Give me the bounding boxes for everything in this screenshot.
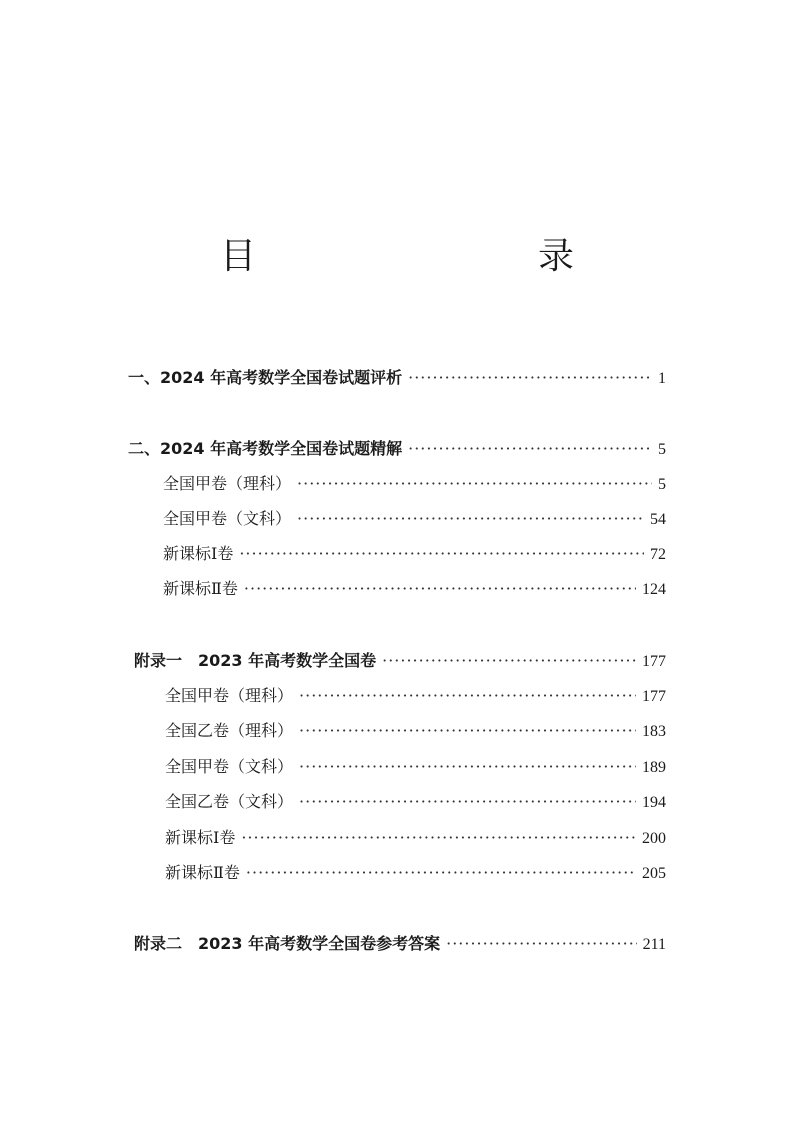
toc-entry-section-2[interactable] — [128, 437, 666, 461]
toc-entry-label: 全国甲卷（文科） — [165, 757, 294, 776]
toc-entry-label: 全国甲卷（理科） — [163, 474, 292, 493]
page-title: 目 录 — [219, 236, 644, 277]
toc-page-number: 124 — [642, 581, 666, 598]
toc-entry-app1-item-3[interactable] — [165, 755, 666, 779]
toc-entry-label: 二、2024 年高考数学全国卷试题精解 — [128, 439, 403, 458]
toc-leader-dots — [299, 790, 636, 814]
toc-leader-dots — [297, 507, 644, 531]
toc-leader-dots — [382, 649, 636, 673]
toc-page-number: 1 — [658, 370, 666, 387]
toc-entry-sec2-item-3[interactable] — [163, 542, 666, 566]
toc-entry-sec2-item-2[interactable] — [163, 507, 666, 531]
toc-entry-label: 新课标Ⅱ卷 — [163, 579, 238, 598]
toc-entry-section-1[interactable] — [128, 366, 666, 390]
toc-entry-label: 附录二 2023 年高考数学全国卷参考答案 — [134, 934, 441, 953]
toc-entry-label: 新课标Ⅰ卷 — [163, 544, 234, 563]
toc-entry-label: 全国甲卷（理科） — [165, 686, 294, 705]
toc-entry-label: 附录一 2023 年高考数学全国卷 — [134, 651, 377, 670]
toc-page-number: 205 — [642, 865, 666, 882]
toc-leader-dots — [408, 366, 652, 390]
toc-entry-app1-item-5[interactable] — [165, 826, 666, 850]
toc-page-number: 54 — [650, 511, 666, 528]
toc-entry-label: 新课标Ⅱ卷 — [165, 863, 240, 882]
toc-entry-label: 一、2024 年高考数学全国卷试题评析 — [128, 368, 403, 387]
toc-leader-dots — [239, 542, 644, 566]
toc-leader-dots — [408, 437, 652, 461]
toc-leader-dots — [241, 826, 636, 850]
toc-page-number: 177 — [642, 688, 666, 705]
toc-entry-label: 全国甲卷（文科） — [163, 509, 292, 528]
toc-leader-dots — [297, 472, 652, 496]
toc-entry-sec2-item-4[interactable] — [163, 577, 666, 601]
toc-page-number: 183 — [642, 723, 666, 740]
toc-leader-dots — [446, 932, 636, 956]
toc-page-number: 5 — [658, 476, 666, 493]
toc-entry-app1-item-4[interactable] — [165, 790, 666, 814]
toc-page-number: 189 — [642, 759, 666, 776]
toc-leader-dots — [244, 577, 636, 601]
toc-leader-dots — [299, 755, 636, 779]
toc-entry-sec2-item-1[interactable] — [163, 472, 666, 496]
toc-leader-dots — [299, 684, 636, 708]
toc-page-number: 177 — [642, 653, 666, 670]
toc-leader-dots — [246, 861, 636, 885]
toc-leader-dots — [299, 719, 636, 743]
toc-page-number: 72 — [650, 546, 666, 563]
toc-page-number: 200 — [642, 830, 666, 847]
toc-page-number: 194 — [642, 794, 666, 811]
toc-entry-appendix-1[interactable] — [134, 649, 666, 673]
toc-entry-label: 全国乙卷（文科） — [165, 792, 294, 811]
toc-entry-label: 新课标Ⅰ卷 — [165, 828, 236, 847]
toc-entry-app1-item-6[interactable] — [165, 861, 666, 885]
toc-entry-app1-item-1[interactable] — [165, 684, 666, 708]
toc-entry-label: 全国乙卷（理科） — [165, 721, 294, 740]
toc-entry-app1-item-2[interactable] — [165, 719, 666, 743]
toc-entry-appendix-2[interactable] — [134, 932, 666, 956]
toc-page-number: 211 — [642, 936, 666, 953]
toc-page-number: 5 — [658, 441, 666, 458]
